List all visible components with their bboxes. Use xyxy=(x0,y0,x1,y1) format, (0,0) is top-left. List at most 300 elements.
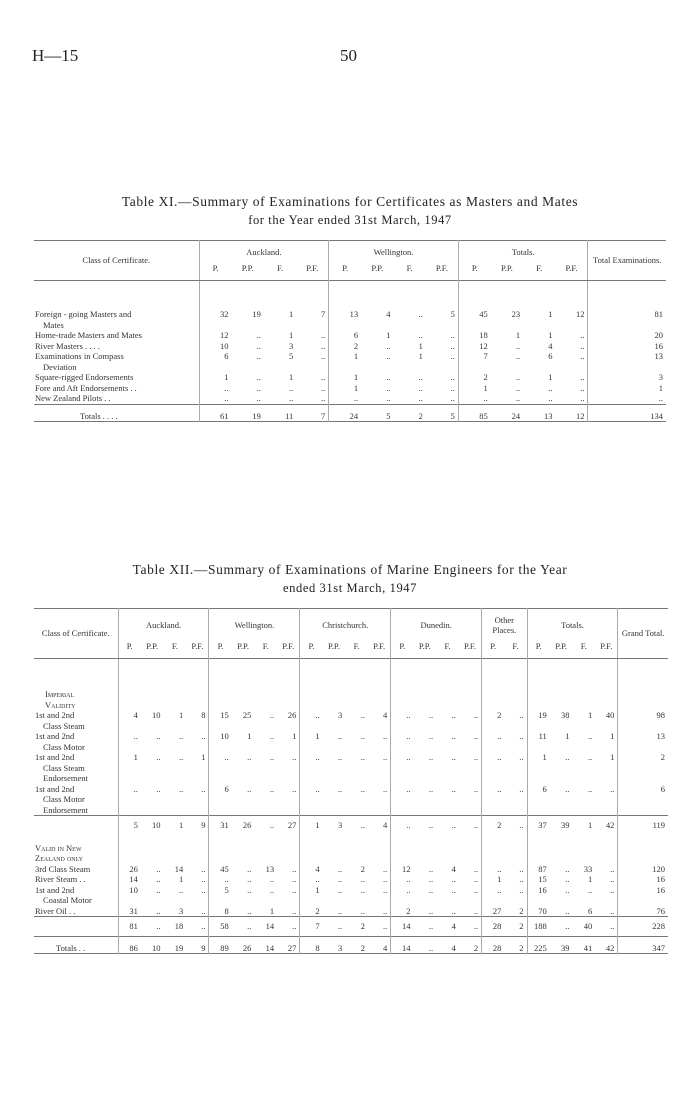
cell-value: .. xyxy=(473,752,479,762)
column-subheader: F. xyxy=(580,641,587,651)
cell-value: 13 xyxy=(656,731,665,741)
table-cell xyxy=(264,281,296,331)
class-header: Class of Certificate. xyxy=(34,609,118,659)
table-cell xyxy=(394,383,426,394)
cell-value: .. xyxy=(201,783,206,794)
cell-value: 61 xyxy=(219,410,229,421)
spacer-cell xyxy=(254,659,277,711)
table-cell xyxy=(550,864,573,875)
table-cell xyxy=(556,281,588,331)
table-cell xyxy=(572,752,595,784)
cell-value: 10 xyxy=(220,731,229,741)
cell-value: .. xyxy=(156,783,161,794)
table-cell xyxy=(426,393,458,404)
cell-value: 1 xyxy=(497,874,502,884)
table-cell xyxy=(141,936,164,954)
cell-value: .. xyxy=(519,874,524,884)
table-cell xyxy=(391,864,414,875)
subtotal-cell: 42 xyxy=(595,816,618,835)
cell-value: .. xyxy=(451,884,456,895)
table-cell xyxy=(254,874,277,885)
group-header: Christchurch. xyxy=(300,609,391,642)
table-cell xyxy=(209,906,232,917)
table-cell xyxy=(394,341,426,352)
table-cell xyxy=(232,906,255,917)
table-cell xyxy=(277,936,300,954)
cell-value: .. xyxy=(497,884,502,895)
cell-value: .. xyxy=(497,731,502,741)
cell-value: 31 xyxy=(129,905,138,916)
table-cell xyxy=(231,393,263,404)
cell-value: 16 xyxy=(538,884,547,895)
spacer-cell xyxy=(368,835,391,864)
table-cell xyxy=(556,351,588,372)
table-cell xyxy=(277,731,300,752)
cell-value: .. xyxy=(156,752,161,762)
cell-value: .. xyxy=(247,783,252,794)
table-cell xyxy=(391,906,414,917)
cell-value: .. xyxy=(338,874,343,884)
table-cell xyxy=(595,710,618,731)
spacer-cell xyxy=(118,659,141,711)
column-subheader: P.P. xyxy=(241,263,254,273)
cell-value: .. xyxy=(519,783,524,794)
table-row xyxy=(34,372,666,383)
table-cell xyxy=(491,393,523,404)
subtotal-cell: 5 xyxy=(133,820,138,830)
cell-value: .. xyxy=(247,884,252,895)
cell-value: 4 xyxy=(133,710,138,720)
spacer-cell xyxy=(572,835,595,864)
table-cell xyxy=(141,885,164,906)
table-cell xyxy=(595,906,618,917)
group-header: Other Places. xyxy=(482,609,527,642)
cell-value: 26 xyxy=(242,942,252,953)
table-cell xyxy=(323,731,346,752)
cell-value: .. xyxy=(224,752,229,762)
spacer-cell xyxy=(459,659,482,711)
table-cell xyxy=(556,404,588,422)
table-cell xyxy=(345,936,368,954)
cell-value: 2 xyxy=(660,752,665,762)
cell-value: .. xyxy=(256,340,261,351)
cell-value: .. xyxy=(428,884,434,895)
cell-value: .. xyxy=(610,863,615,874)
total-cell xyxy=(588,351,666,372)
table-cell xyxy=(323,936,346,954)
table-cell xyxy=(264,404,296,422)
cell-value: .. xyxy=(382,731,388,741)
table-cell xyxy=(504,885,527,906)
cell-value: 10 xyxy=(152,710,161,720)
cell-value: 2 xyxy=(473,942,479,953)
table-cell xyxy=(436,752,459,784)
table-cell xyxy=(164,874,187,885)
cell-value: .. xyxy=(580,330,585,340)
table-cell xyxy=(368,906,391,917)
table-cell xyxy=(527,906,550,917)
table-cell xyxy=(572,784,595,816)
cell-value: 3 xyxy=(338,942,343,953)
table-cell xyxy=(413,906,436,917)
table-cell xyxy=(277,885,300,906)
table-cell xyxy=(550,885,573,906)
table-cell xyxy=(199,393,231,404)
table-cell xyxy=(186,906,209,917)
table-cell xyxy=(459,731,482,752)
subtotal-cell: 58 xyxy=(220,921,229,931)
cell-value: .. xyxy=(428,874,434,884)
column-subheader: P.P. xyxy=(371,263,384,273)
cell-value: .. xyxy=(292,863,297,874)
subtotal-cell: .. xyxy=(459,917,482,937)
subtotal-cell: 2 xyxy=(504,917,527,937)
spacer-cell xyxy=(345,659,368,711)
cell-value: .. xyxy=(292,884,297,895)
table-cell xyxy=(164,936,187,954)
cell-value: .. xyxy=(292,752,297,762)
table-cell xyxy=(232,731,255,752)
table-cell xyxy=(329,330,361,341)
table-cell xyxy=(482,784,505,816)
cell-value: 1 xyxy=(483,382,488,393)
total-cell xyxy=(588,372,666,383)
column-subheader: P.P. xyxy=(501,263,513,273)
row-label-line: 1st and 2nd xyxy=(35,884,75,895)
cell-value: .. xyxy=(315,874,320,884)
cell-value: .. xyxy=(156,884,161,895)
section-heading-row xyxy=(34,659,668,711)
table-cell xyxy=(436,731,459,752)
column-subheader: F. xyxy=(353,641,360,651)
cell-value: 12 xyxy=(219,330,229,340)
table-xi xyxy=(34,240,666,422)
cell-value: 2 xyxy=(519,942,524,953)
cell-value: .. xyxy=(451,710,456,720)
cell-value: 15 xyxy=(220,710,229,720)
total-cell xyxy=(618,752,668,784)
column-subheader: P.F. xyxy=(296,263,328,281)
table-cell xyxy=(254,731,277,752)
table-cell xyxy=(491,404,523,422)
cell-value: .. xyxy=(338,884,343,895)
table-cell xyxy=(329,393,361,404)
cell-value: .. xyxy=(382,884,388,895)
table-cell xyxy=(482,710,505,731)
table-cell xyxy=(482,752,505,784)
cell-value: 42 xyxy=(605,942,615,953)
cell-value: .. xyxy=(406,884,411,895)
table-cell xyxy=(164,710,187,731)
table-cell xyxy=(550,936,573,954)
table-cell xyxy=(141,710,164,731)
cell-value: .. xyxy=(451,752,456,762)
cell-value: 87 xyxy=(538,863,547,874)
cell-value: 1 xyxy=(418,351,423,361)
table-cell xyxy=(164,864,187,875)
table-cell xyxy=(413,885,436,906)
column-subheader: P.F. xyxy=(556,263,588,281)
cell-value: .. xyxy=(406,874,411,884)
cell-value: .. xyxy=(256,372,261,382)
table-cell xyxy=(394,393,426,404)
spacer-cell xyxy=(277,659,300,711)
cell-value: .. xyxy=(418,372,423,382)
cell-value: 2 xyxy=(360,863,366,874)
table-cell xyxy=(527,710,550,731)
total-cell xyxy=(588,341,666,352)
subtotal-cell: .. xyxy=(368,917,391,937)
table-cell xyxy=(361,281,393,331)
table-cell xyxy=(296,330,328,341)
row-label-line: 1st and 2nd xyxy=(35,752,75,762)
table-cell xyxy=(523,383,555,394)
table-cell xyxy=(391,710,414,731)
table-row xyxy=(34,906,668,917)
subtotal-cell: .. xyxy=(451,820,456,830)
table-xii xyxy=(34,608,668,954)
row-label-line: Totals . . xyxy=(56,942,86,953)
cell-value: .. xyxy=(386,382,391,393)
table-cell xyxy=(277,784,300,816)
row-label-line: River Oil . . xyxy=(35,905,76,916)
table-cell xyxy=(436,864,459,875)
cell-value: 13 xyxy=(349,309,359,319)
total-cell xyxy=(588,393,666,404)
table-cell xyxy=(556,330,588,341)
grand-total-header: Grand Total. xyxy=(618,609,668,659)
cell-value: .. xyxy=(382,752,388,762)
cell-value: 11 xyxy=(538,731,547,741)
table-cell xyxy=(323,710,346,731)
cell-value: .. xyxy=(133,783,138,794)
cell-value: .. xyxy=(610,783,615,794)
cell-value: .. xyxy=(483,393,488,403)
cell-value: .. xyxy=(156,731,161,741)
cell-value: 1 xyxy=(353,372,359,382)
cell-value: 3 xyxy=(658,372,663,382)
table-cell xyxy=(556,372,588,383)
table-cell xyxy=(232,936,255,954)
cell-value: 1 xyxy=(587,710,593,720)
cell-value: 2 xyxy=(497,710,502,720)
cell-value: .. xyxy=(256,393,261,403)
table-cell xyxy=(141,731,164,752)
table-cell xyxy=(361,393,393,404)
table-cell xyxy=(231,383,263,394)
subtotal-cell: 119 xyxy=(652,820,665,830)
table-cell xyxy=(254,752,277,784)
table-cell xyxy=(426,404,458,422)
row-label-line: Deviation xyxy=(43,361,77,372)
cell-value: .. xyxy=(247,863,252,874)
cell-value: .. xyxy=(382,874,388,884)
cell-value: 45 xyxy=(220,863,229,874)
group-header: Auckland. xyxy=(118,609,209,642)
cell-value: 6 xyxy=(548,351,553,361)
spacer-cell xyxy=(164,835,187,864)
cell-value: 26 xyxy=(287,710,297,720)
cell-value: .. xyxy=(565,884,570,895)
table-cell xyxy=(504,710,527,731)
spacer-cell xyxy=(368,659,391,711)
cell-value: 76 xyxy=(656,905,665,916)
subtotal-cell: 9 xyxy=(186,816,209,835)
table-cell xyxy=(164,731,187,752)
cell-value: 81 xyxy=(654,309,663,319)
subtotal-label xyxy=(34,816,118,835)
cell-value: .. xyxy=(658,393,663,403)
subtotal-cell: .. xyxy=(504,816,527,835)
table-cell xyxy=(186,864,209,875)
cell-value: 2 xyxy=(418,410,423,421)
cell-value: 7 xyxy=(320,309,326,319)
table-cell xyxy=(118,752,141,784)
table-cell xyxy=(300,731,323,752)
spacer-cell xyxy=(300,659,323,711)
row-label-line: Class Motor xyxy=(43,794,85,804)
row-label xyxy=(34,383,199,394)
table-cell xyxy=(394,372,426,383)
table-cell xyxy=(345,752,368,784)
total-header: Total Examinations. xyxy=(588,241,666,281)
table-cell xyxy=(264,372,296,383)
cell-value: .. xyxy=(428,863,434,874)
spacer-cell xyxy=(413,659,436,711)
cell-value: 3 xyxy=(289,340,294,351)
table-cell xyxy=(141,864,164,875)
subtotal-cell: 188 xyxy=(534,921,547,931)
cell-value: .. xyxy=(428,752,434,762)
table-row xyxy=(34,330,666,341)
table-cell xyxy=(329,383,361,394)
table-cell xyxy=(595,784,618,816)
spacer-cell xyxy=(459,835,482,864)
cell-value: .. xyxy=(338,752,343,762)
total-cell xyxy=(618,864,668,875)
table-cell xyxy=(391,784,414,816)
table-cell xyxy=(504,906,527,917)
column-subheader: P.F. xyxy=(426,263,458,281)
column-subheader: F. xyxy=(406,263,413,273)
table-cell xyxy=(296,404,328,422)
table-cell xyxy=(199,383,231,394)
table-cell xyxy=(459,864,482,875)
table-cell xyxy=(368,710,391,731)
column-subheader: F. xyxy=(171,641,178,651)
cell-value: 19 xyxy=(174,942,184,953)
cell-value: .. xyxy=(224,393,229,403)
table-cell xyxy=(459,752,482,784)
table-cell xyxy=(209,731,232,752)
table-cell xyxy=(391,731,414,752)
cell-value: 14 xyxy=(265,942,275,953)
row-label-line: Mates xyxy=(43,319,64,330)
table-cell xyxy=(459,710,482,731)
row-label-line: River Steam . . xyxy=(35,874,86,884)
table-cell xyxy=(186,710,209,731)
column-subheader: P.F. xyxy=(595,641,618,659)
spacer-cell xyxy=(550,659,573,711)
cell-value: .. xyxy=(289,382,294,393)
table-cell xyxy=(361,351,393,372)
table-cell xyxy=(523,372,555,383)
subtotal-cell: 28 xyxy=(492,921,502,931)
cell-value: .. xyxy=(451,874,456,884)
table-cell xyxy=(436,936,459,954)
table-row xyxy=(34,885,668,906)
table-cell xyxy=(209,885,232,906)
table-cell xyxy=(231,281,263,331)
row-label-line: Square-rigged Endorsements xyxy=(35,372,134,382)
cell-value: 1 xyxy=(315,731,320,741)
table-cell xyxy=(572,906,595,917)
table-cell xyxy=(199,404,231,422)
table-cell xyxy=(523,330,555,341)
section-heading-line: Zealand only xyxy=(35,853,84,863)
table-cell xyxy=(572,885,595,906)
table-cell xyxy=(482,864,505,875)
table-cell xyxy=(254,784,277,816)
table-row xyxy=(34,731,668,752)
table-cell xyxy=(277,906,300,917)
table-xii-title-line2: ended 31st March, 1947 xyxy=(282,581,417,595)
table-cell xyxy=(482,936,505,954)
column-subheader: P.P. xyxy=(555,641,568,651)
table-cell xyxy=(296,383,328,394)
total-cell xyxy=(618,710,668,731)
cell-value: 2 xyxy=(353,340,359,351)
table-cell xyxy=(436,874,459,885)
cell-value: .. xyxy=(587,783,593,794)
table-cell xyxy=(368,752,391,784)
table-cell xyxy=(300,864,323,875)
table-cell xyxy=(232,864,255,875)
spacer-cell xyxy=(345,835,368,864)
cell-value: .. xyxy=(610,874,615,884)
section-heading-row xyxy=(34,835,668,864)
cell-value: .. xyxy=(338,863,343,874)
table-cell xyxy=(296,393,328,404)
spacer-cell xyxy=(482,835,505,864)
table-cell xyxy=(186,936,209,954)
cell-value: .. xyxy=(515,351,521,361)
table-cell xyxy=(413,936,436,954)
cell-value: 39 xyxy=(560,942,570,953)
table-cell xyxy=(164,784,187,816)
subtotal-label xyxy=(34,917,118,937)
table-cell xyxy=(186,885,209,906)
spacer-cell xyxy=(254,835,277,864)
cell-value: .. xyxy=(292,905,297,916)
cell-value: .. xyxy=(565,905,570,916)
column-subheader: P.F. xyxy=(368,641,391,659)
cell-value: 1 xyxy=(179,874,184,884)
cell-value: .. xyxy=(315,752,320,762)
cell-value: 1 xyxy=(289,372,294,382)
subtotal-cell: 2 xyxy=(360,921,366,931)
column-subheader: P.P. xyxy=(146,641,159,651)
row-label xyxy=(34,351,199,372)
cell-value: .. xyxy=(247,874,252,884)
table-cell xyxy=(556,341,588,352)
table-cell xyxy=(231,372,263,383)
table-cell xyxy=(504,936,527,954)
total-cell xyxy=(618,874,668,885)
table-cell xyxy=(595,864,618,875)
row-label-line: 3rd Class Steam xyxy=(35,863,91,874)
table-cell xyxy=(186,752,209,784)
